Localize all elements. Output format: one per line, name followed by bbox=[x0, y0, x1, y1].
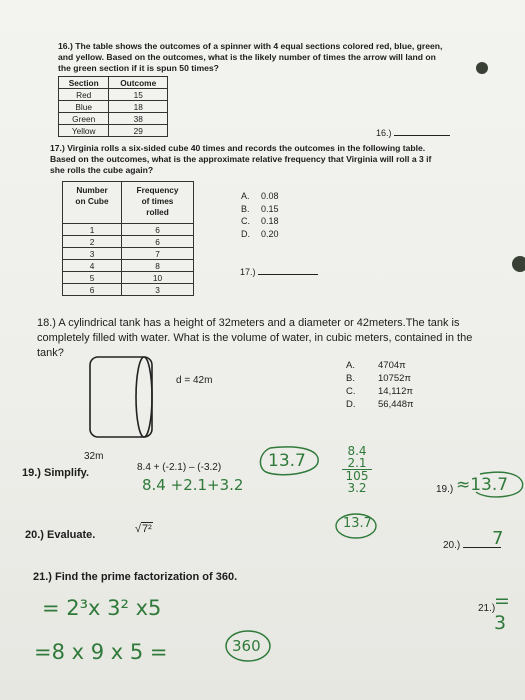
header-text: Frequency bbox=[136, 185, 179, 195]
choice-letter: B. bbox=[241, 203, 250, 214]
punch-hole-icon bbox=[476, 62, 488, 74]
q18-line2: completely filled with water. What is the volume of water, in cubic meters, contained in the bbox=[37, 332, 473, 344]
choice-d[interactable] bbox=[241, 228, 279, 241]
table-cell: 4 bbox=[63, 260, 122, 272]
choice-value: 0.18 bbox=[261, 216, 279, 226]
work-line: 8.4 bbox=[347, 444, 367, 458]
q21-handwritten-line2: =8 x 9 x 5 = bbox=[34, 640, 168, 664]
table-cell: Green bbox=[59, 113, 109, 125]
q16-line2: and yellow. Based on the outcomes, what is the likely number of times the arrow will land on bbox=[58, 52, 436, 62]
choice-value: 4704π bbox=[378, 360, 406, 371]
cylinder-diagram bbox=[84, 354, 164, 446]
table-cell: 18 bbox=[109, 101, 168, 113]
choice-letter: B. bbox=[346, 373, 355, 384]
q21-handwritten-line1: = 2³x 3² x5 bbox=[42, 596, 162, 620]
choice-letter: A. bbox=[241, 191, 250, 201]
answer-blank bbox=[258, 274, 318, 275]
table-cell: 38 bbox=[109, 113, 168, 125]
table-cell: 29 bbox=[109, 125, 168, 137]
q21-handwritten-answer[interactable]: = 3 bbox=[494, 590, 510, 634]
q20-radicand: 7² bbox=[142, 523, 152, 535]
table-cell: 5 bbox=[63, 272, 122, 284]
q20-answer-label: 20.) bbox=[443, 540, 461, 551]
q19-column-work bbox=[342, 445, 372, 494]
table-cell: 6 bbox=[122, 236, 194, 248]
q21-prompt: 21.) Find the prime factorization of 360. bbox=[33, 571, 238, 583]
q16-line1: 16.) The table shows the outcomes of a spinner with 4 equal sections colored red, blue, green, bbox=[58, 41, 443, 51]
q17-line1: 17.) Virginia rolls a six-sided cube 40 times and records the outcomes in the following table. bbox=[50, 143, 426, 153]
answer-circle-icon bbox=[472, 470, 524, 500]
q17-header-number bbox=[63, 182, 122, 224]
q17-frequency-table bbox=[62, 181, 194, 296]
table-cell: Red bbox=[59, 89, 109, 101]
work-line: 2.1 bbox=[347, 456, 367, 470]
table-cell: 10 bbox=[122, 272, 194, 284]
table-cell: 6 bbox=[63, 284, 122, 296]
q19-handwritten-rewrite: 8.4 +2.1+3.2 bbox=[142, 476, 244, 494]
q17-line3: she rolls the cube again? bbox=[50, 165, 154, 175]
q16-line3: the green section if it is spun 50 times? bbox=[58, 63, 219, 73]
q21-answer-label: 21.) bbox=[478, 603, 496, 614]
table-cell: 2 bbox=[63, 236, 122, 248]
q19-answer-label: 19.) bbox=[436, 484, 454, 495]
choice-value: 10752π bbox=[378, 373, 411, 384]
choice-c[interactable] bbox=[241, 215, 279, 228]
q17-answer-line[interactable] bbox=[240, 266, 318, 278]
header-text: rolled bbox=[146, 207, 169, 217]
table-cell: 15 bbox=[109, 89, 168, 101]
choice-b[interactable] bbox=[241, 203, 279, 216]
q20-handwritten-answer: 7 bbox=[492, 528, 504, 549]
choice-d[interactable] bbox=[346, 398, 414, 411]
q21-handwritten-circled: 360 bbox=[232, 637, 261, 655]
q19-work-total: 13.7 bbox=[343, 516, 372, 531]
q17-answer-label: 17.) bbox=[240, 267, 256, 277]
q19-handwritten-result: 13.7 bbox=[268, 451, 306, 471]
q16-header-outcome: Outcome bbox=[109, 77, 168, 89]
q19-handwritten-answer[interactable]: ≈13.7 bbox=[456, 475, 509, 495]
diameter-label: d = 42m bbox=[176, 375, 213, 386]
header-text: on Cube bbox=[75, 196, 109, 206]
table-cell: 3 bbox=[63, 248, 122, 260]
punch-hole-icon bbox=[512, 256, 525, 272]
table-cell: Yellow bbox=[59, 125, 109, 137]
table-cell: Blue bbox=[59, 101, 109, 113]
q17-line2: Based on the outcomes, what is the approximate relative frequency that Virginia will roll a 3 if bbox=[50, 154, 432, 164]
table-cell: 6 bbox=[122, 224, 194, 236]
answer-blank bbox=[394, 135, 450, 136]
q16-answer-label: 16.) bbox=[376, 128, 392, 138]
choice-value: 14,112π bbox=[378, 386, 413, 397]
table-cell: 1 bbox=[63, 224, 122, 236]
q17-choices bbox=[241, 190, 279, 240]
choice-letter: D. bbox=[346, 399, 356, 410]
header-text: Number bbox=[76, 185, 108, 195]
q20-prompt: 20.) Evaluate. bbox=[25, 529, 96, 541]
choice-letter: C. bbox=[241, 216, 250, 226]
header-text: of times bbox=[141, 196, 174, 206]
q16-outcome-table bbox=[58, 76, 168, 137]
choice-letter: C. bbox=[346, 386, 356, 397]
work-line: 105 bbox=[342, 469, 372, 482]
q16-answer-line[interactable] bbox=[376, 127, 450, 139]
q18-line3: tank? bbox=[37, 347, 64, 359]
choice-b[interactable] bbox=[346, 372, 414, 385]
choice-value: 0.20 bbox=[261, 228, 279, 239]
work-line: 3.2 bbox=[347, 481, 367, 495]
q18-line1: 18.) A cylindrical tank has a height of 32meters and a diameter or 42meters.The tank is bbox=[37, 317, 460, 329]
q19-expression: 8.4 + (-2.1) – (-3.2) bbox=[137, 462, 222, 473]
table-cell: 3 bbox=[122, 284, 194, 296]
choice-letter: A. bbox=[346, 360, 355, 371]
q19-prompt: 19.) Simplify. bbox=[22, 467, 90, 479]
choice-a[interactable] bbox=[241, 190, 279, 203]
q17-header-frequency bbox=[122, 182, 194, 224]
choice-value: 56,448π bbox=[378, 399, 414, 410]
q16-header-section: Section bbox=[59, 77, 109, 89]
height-label: 32m bbox=[84, 451, 104, 462]
choice-value: 0.08 bbox=[261, 191, 279, 201]
choice-c[interactable] bbox=[346, 385, 414, 398]
q18-choices bbox=[346, 359, 414, 411]
square-root-icon: √ bbox=[135, 523, 142, 535]
table-cell: 8 bbox=[122, 260, 194, 272]
choice-letter: D. bbox=[241, 228, 250, 239]
q20-radical bbox=[135, 523, 153, 535]
choice-a[interactable] bbox=[346, 359, 414, 372]
table-cell: 7 bbox=[122, 248, 194, 260]
choice-value: 0.15 bbox=[261, 203, 279, 214]
